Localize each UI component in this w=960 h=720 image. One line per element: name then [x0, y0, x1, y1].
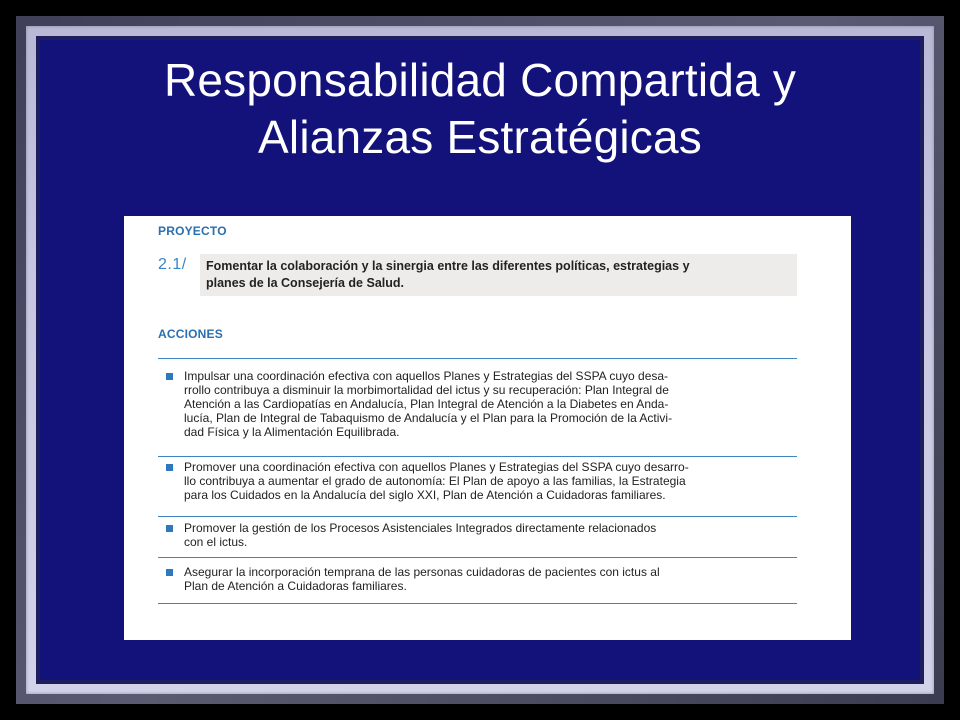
bullet-icon — [166, 569, 173, 576]
slide-title-line-1: Responsabilidad Compartida y — [163, 54, 797, 106]
action-item — [158, 358, 797, 456]
actions-list — [158, 358, 797, 604]
action-3-line-1: Promover la gestión de los Procesos Asistenciales Integrados directamente relacionados — [184, 521, 657, 535]
action-text — [184, 460, 797, 502]
action-1-line-1: Impulsar una coordinación efectiva con aquellos Planes y Estrategias del SSPA cuyo desa- — [184, 369, 669, 383]
action-4-line-2: Plan de Atención a Cuidadoras familiares. — [184, 579, 407, 593]
action-4-line-1: Asegurar la incorporación temprana de las personas cuidadoras de pacientes con ictus al — [184, 565, 660, 579]
action-text — [184, 521, 797, 549]
document-image — [124, 216, 851, 640]
action-item — [158, 516, 797, 557]
action-3-line-2: con el ictus. — [184, 535, 248, 549]
bullet-icon — [166, 373, 173, 380]
action-1-line-5: dad Física y la Alimentación Equilibrada. — [184, 425, 400, 439]
action-item — [158, 456, 797, 516]
slide-title — [0, 52, 960, 166]
action-1-line-3: Atención a las Cardiopatías en Andalucía, Plan Integral de Atención a la Diabetes en Anda- — [184, 397, 669, 411]
actions-heading: ACCIONES — [158, 327, 223, 341]
action-2-line-2: llo contribuya a aumentar el grado de autonomía: El Plan de apoyo a las familias, la Estrategia — [184, 474, 686, 488]
bullet-icon — [166, 464, 173, 471]
bullet-icon — [166, 525, 173, 532]
action-2-line-1: Promover una coordinación efectiva con aquellos Planes y Estrategias del SSPA cuyo desarro- — [184, 460, 689, 474]
project-number: 2.1/ — [158, 256, 187, 273]
action-text — [184, 369, 797, 439]
action-text — [184, 565, 797, 593]
action-item — [158, 557, 797, 604]
project-text-box — [200, 254, 797, 296]
action-2-line-3: para los Cuidados en la Andalucía del siglo XXI, Plan de Atención a Cuidadoras familiares. — [184, 488, 666, 502]
project-text-line-2: planes de la Consejería de Salud. — [206, 276, 404, 290]
action-1-line-4: lucía, Plan de Integral de Tabaquismo de Andalucía y el Plan para la Promoción de la Activi- — [184, 411, 673, 425]
action-1-line-2: rrollo contribuya a disminuir la morbimortalidad del ictus y su recuperación: Plan Integral de — [184, 383, 669, 397]
project-text-line-1: Fomentar la colaboración y la sinergia entre las diferentes políticas, estrategias y — [206, 259, 690, 273]
project-heading: PROYECTO — [158, 224, 227, 238]
slide-title-line-2: Alianzas Estratégicas — [258, 111, 702, 163]
